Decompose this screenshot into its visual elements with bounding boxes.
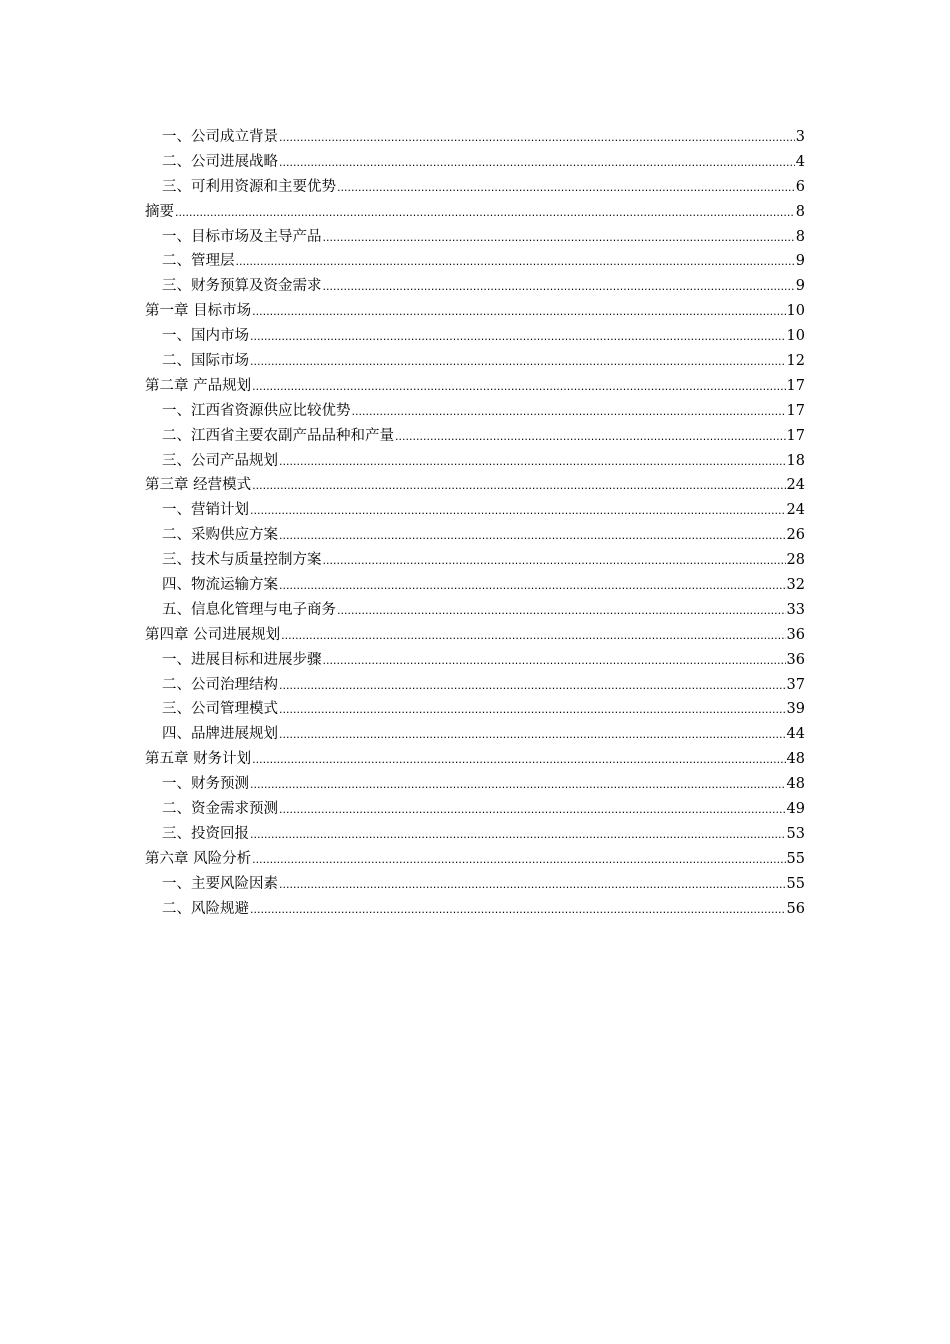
toc-page-number: 12 <box>786 353 805 370</box>
toc-entry[interactable] <box>145 648 805 673</box>
toc-entry[interactable] <box>145 175 805 200</box>
toc-title: 一、财务预测 <box>162 776 249 793</box>
toc-title: 二、公司进展战略 <box>162 153 278 170</box>
toc-page-number: 32 <box>786 577 805 594</box>
toc-leader <box>279 574 786 599</box>
toc-page-number: 33 <box>786 601 805 618</box>
toc-entry[interactable] <box>145 598 805 623</box>
toc-page-number: 8 <box>795 228 805 245</box>
toc-title: 三、技术与质量控制方案 <box>162 552 322 569</box>
toc-leader <box>250 350 786 375</box>
toc-page-number: 44 <box>786 726 805 743</box>
toc-page-number: 28 <box>786 552 805 569</box>
toc-page-number: 24 <box>786 477 805 494</box>
toc-entry[interactable] <box>145 822 805 847</box>
toc-leader <box>323 275 795 300</box>
toc-title: 一、主要风险因素 <box>162 875 278 892</box>
toc-page-number: 36 <box>786 626 805 643</box>
toc-leader <box>323 649 786 674</box>
toc-entry[interactable] <box>145 299 805 324</box>
toc-entry[interactable] <box>145 349 805 374</box>
toc-title: 二、江西省主要农副产品品种和产量 <box>162 427 394 444</box>
toc-leader <box>279 873 786 898</box>
toc-page-number: 9 <box>795 253 805 270</box>
toc-entry[interactable] <box>145 473 805 498</box>
toc-entry[interactable] <box>145 872 805 897</box>
toc-page-number: 17 <box>786 427 805 444</box>
toc-page-number: 39 <box>786 701 805 718</box>
toc-leader <box>337 599 786 624</box>
toc-page-number: 56 <box>786 900 805 917</box>
toc-page-number: 17 <box>786 377 805 394</box>
toc-page-number: 9 <box>795 278 805 295</box>
toc-leader <box>175 201 795 226</box>
toc-title: 三、公司管理模式 <box>162 701 278 718</box>
toc-leader <box>395 425 786 450</box>
toc-title: 第五章 财务计划 <box>145 751 252 768</box>
toc-page-number: 4 <box>795 153 805 170</box>
toc-page-number: 18 <box>786 452 805 469</box>
toc-entry[interactable] <box>145 498 805 523</box>
toc-entry[interactable] <box>145 225 805 250</box>
toc-entry[interactable] <box>145 772 805 797</box>
toc-title: 二、采购供应方案 <box>162 527 278 544</box>
toc-leader <box>279 151 795 176</box>
toc-entry[interactable] <box>145 897 805 922</box>
toc-entry[interactable] <box>145 125 805 150</box>
toc-page-number: 26 <box>786 527 805 544</box>
toc-entry[interactable] <box>145 673 805 698</box>
toc-leader <box>323 226 795 251</box>
toc-page-number: 36 <box>786 651 805 668</box>
toc-page-number: 49 <box>786 801 805 818</box>
toc-page-number: 10 <box>786 328 805 345</box>
toc-title: 一、目标市场及主导产品 <box>162 228 322 245</box>
toc-leader <box>279 450 786 475</box>
toc-entry[interactable] <box>145 399 805 424</box>
toc-leader <box>250 898 786 923</box>
toc-entry[interactable] <box>145 150 805 175</box>
toc-title: 一、公司成立背景 <box>162 129 278 145</box>
toc-page-number: 8 <box>795 203 805 220</box>
toc-title: 三、财务预算及资金需求 <box>162 278 322 295</box>
toc-entry[interactable] <box>145 548 805 573</box>
toc-title: 三、可利用资源和主要优势 <box>162 178 336 195</box>
toc-leader <box>279 698 786 723</box>
toc-entry[interactable] <box>145 697 805 722</box>
toc-title: 四、物流运输方案 <box>162 577 278 594</box>
toc-page-number: 48 <box>786 751 805 768</box>
toc-leader <box>252 748 785 773</box>
toc-title: 二、风险规避 <box>162 900 249 917</box>
toc-page-number: 17 <box>786 402 805 419</box>
toc-leader <box>279 674 786 699</box>
toc-page-number: 3 <box>795 129 805 145</box>
toc-entry[interactable] <box>145 449 805 474</box>
toc-entry[interactable] <box>145 722 805 747</box>
toc-title: 一、国内市场 <box>162 328 249 345</box>
toc-title: 第六章 风险分析 <box>145 850 252 867</box>
toc-entry[interactable] <box>145 249 805 274</box>
toc-title: 二、国际市场 <box>162 353 249 370</box>
toc-title: 第四章 公司进展规划 <box>145 626 281 643</box>
toc-entry[interactable] <box>145 374 805 399</box>
toc-leader <box>252 375 785 400</box>
toc-title: 五、信息化管理与电子商务 <box>162 601 336 618</box>
toc-leader <box>252 300 785 325</box>
toc-title: 四、品牌进展规划 <box>162 726 278 743</box>
toc-leader <box>337 176 795 201</box>
toc-title: 三、公司产品规划 <box>162 452 278 469</box>
toc-leader <box>250 823 786 848</box>
toc-title: 二、管理层 <box>162 253 235 270</box>
toc-title: 第二章 产品规划 <box>145 377 252 394</box>
toc-entry[interactable] <box>145 623 805 648</box>
toc-entry[interactable] <box>145 573 805 598</box>
toc-leader <box>352 400 786 425</box>
toc-leader <box>279 798 786 823</box>
toc-leader <box>279 524 786 549</box>
toc-entry[interactable] <box>145 200 805 225</box>
toc-page-number: 24 <box>786 502 805 519</box>
toc-leader <box>252 474 785 499</box>
toc-page-number: 55 <box>786 850 805 867</box>
toc-title: 一、进展目标和进展步骤 <box>162 651 322 668</box>
toc-title: 二、资金需求预测 <box>162 801 278 818</box>
toc-leader <box>281 624 785 649</box>
table-of-contents <box>145 125 805 922</box>
toc-leader <box>250 325 786 350</box>
toc-title: 第一章 目标市场 <box>145 303 252 320</box>
toc-title: 一、江西省资源供应比较优势 <box>162 402 351 419</box>
toc-page-number: 37 <box>786 676 805 693</box>
toc-leader <box>279 126 795 151</box>
toc-title: 一、营销计划 <box>162 502 249 519</box>
toc-title: 二、公司治理结构 <box>162 676 278 693</box>
toc-entry[interactable] <box>145 847 805 872</box>
toc-title: 摘要 <box>145 203 174 220</box>
toc-entry[interactable] <box>145 424 805 449</box>
toc-page-number: 6 <box>795 178 805 195</box>
toc-entry[interactable] <box>145 797 805 822</box>
toc-entry[interactable] <box>145 747 805 772</box>
toc-entry[interactable] <box>145 523 805 548</box>
toc-leader <box>236 250 795 275</box>
toc-page-number: 10 <box>786 303 805 320</box>
toc-title: 第三章 经营模式 <box>145 477 252 494</box>
toc-entry[interactable] <box>145 324 805 349</box>
toc-leader <box>279 723 786 748</box>
toc-leader <box>250 499 786 524</box>
toc-leader <box>250 773 786 798</box>
toc-entry[interactable] <box>145 274 805 299</box>
toc-leader <box>252 848 785 873</box>
toc-page-number: 55 <box>786 875 805 892</box>
toc-page-number: 48 <box>786 776 805 793</box>
toc-title: 三、投资回报 <box>162 825 249 842</box>
toc-leader <box>323 549 786 574</box>
toc-page-number: 53 <box>786 825 805 842</box>
